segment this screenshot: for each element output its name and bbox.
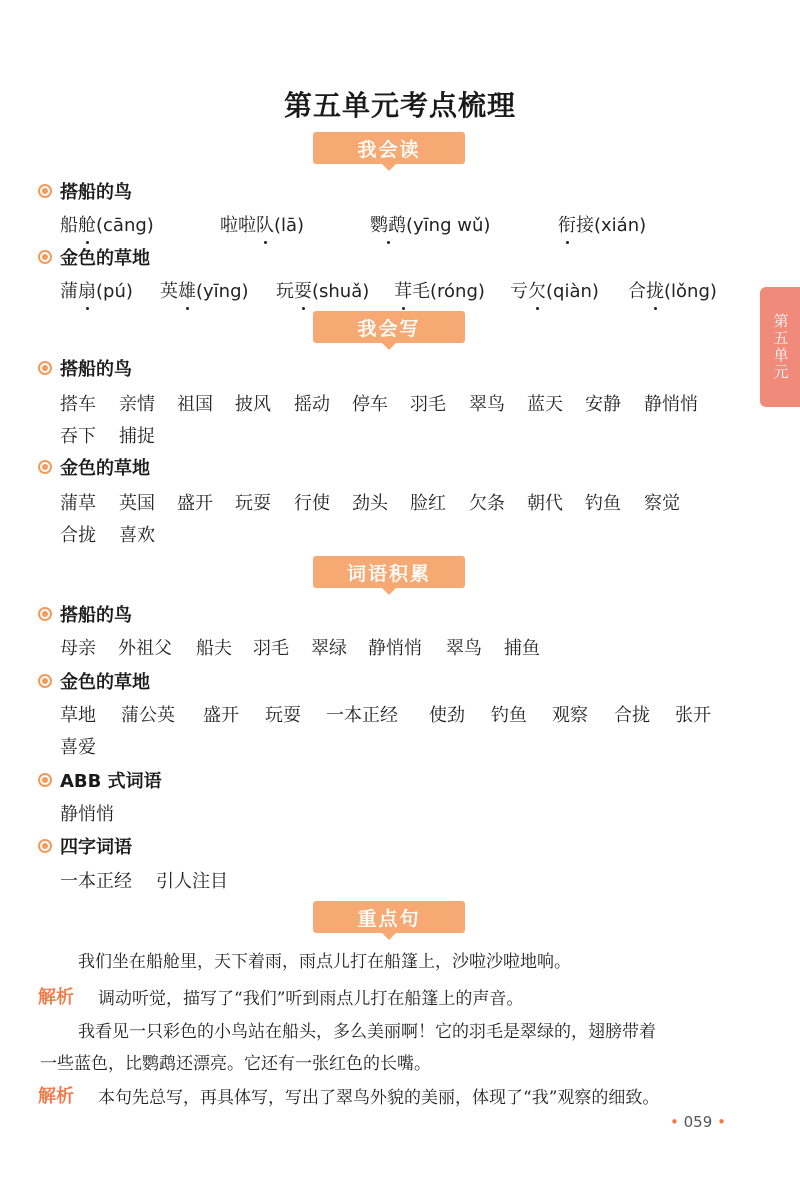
key-sentence-2b: 一些蓝色，比鹦鹉还漂亮。它还有一张红色的长嘴。	[40, 1054, 431, 1074]
write-word: 钓鱼	[585, 493, 621, 514]
vocab-row-4	[60, 866, 744, 894]
read-item: 茸毛(róng)	[394, 277, 510, 303]
read-item: 船舱(cāng)	[60, 211, 220, 237]
read-row-2	[60, 276, 760, 304]
write-word: 披风	[235, 394, 271, 415]
analysis-text-2: 本句先总写，再具体写，写出了翠鸟外貌的美丽，体现了“我”观察的细致。	[98, 1088, 660, 1108]
heading-write-1: 搭船的鸟	[38, 355, 132, 381]
vocab-row-2	[60, 700, 744, 728]
heading-vocab-1: 搭船的鸟	[38, 601, 132, 627]
vocab-row-1	[60, 633, 744, 661]
vocab-word: 合拢	[614, 705, 650, 726]
read-row-1	[60, 210, 744, 238]
vocab-word: 翠鸟	[446, 638, 482, 659]
vocab-word: 玩耍	[265, 705, 301, 726]
write-word: 盛开	[177, 493, 213, 514]
vocab-word: 引人注目	[156, 871, 228, 892]
vocab-row-3	[60, 799, 744, 827]
write-word: 英国	[119, 493, 155, 514]
heading-write-2: 金色的草地	[38, 454, 150, 480]
key-sentence-1: 我们坐在船舱里，天下着雨，雨点儿打在船篷上，沙啦沙啦地响。	[78, 952, 571, 972]
vocab-word: 羽毛	[253, 638, 289, 659]
vocab-word: 静悄悄	[368, 638, 422, 659]
vocab-word: 钓鱼	[491, 705, 527, 726]
section-tag-key: 重点句	[313, 901, 465, 933]
vocab-word: 喜爱	[60, 737, 96, 758]
vocab-word: 船夫	[196, 638, 232, 659]
write-word: 朝代	[527, 493, 563, 514]
vocab-word: 观察	[552, 705, 588, 726]
read-item: 亏欠(qiàn)	[510, 277, 628, 303]
vocab-word: 母亲	[60, 638, 96, 659]
write-word: 欠条	[469, 493, 505, 514]
write-word: 羽毛	[410, 394, 446, 415]
section-tag-write: 我会写	[313, 311, 465, 343]
write-word: 劲头	[352, 493, 388, 514]
vocab-word: 盛开	[203, 705, 239, 726]
analysis-label-1: 解析	[38, 987, 74, 1008]
write-word: 合拢	[60, 525, 96, 546]
analysis-text-1: 调动听觉，描写了“我们”听到雨点儿打在船篷上的声音。	[98, 989, 524, 1009]
read-item: 衔接(xián)	[558, 211, 646, 237]
write-word: 安静	[585, 394, 621, 415]
write-word: 静悄悄	[644, 394, 698, 415]
read-item: 啦啦队(lā)	[220, 211, 370, 237]
heading-read-1: 搭船的鸟	[38, 178, 132, 204]
vocab-word: 静悄悄	[60, 804, 114, 825]
read-item: 合拢(lǒng)	[628, 277, 717, 303]
write-row-2	[60, 488, 744, 516]
page-title: 第五单元考点梳理	[283, 89, 516, 122]
write-word: 吞下	[60, 426, 96, 447]
write-word: 搭车	[60, 394, 96, 415]
bullet-icon	[38, 250, 52, 264]
write-word: 蒲草	[60, 493, 96, 514]
heading-read-2: 金色的草地	[38, 244, 150, 270]
write-word: 捕捉	[119, 426, 155, 447]
analysis-label-2: 解析	[38, 1086, 74, 1107]
bullet-icon	[38, 839, 52, 853]
write-word: 摇动	[294, 394, 330, 415]
write-row-2b	[60, 520, 744, 548]
bullet-icon	[38, 361, 52, 375]
write-word: 翠鸟	[469, 394, 505, 415]
vocab-word: 使劲	[429, 705, 465, 726]
vocab-word: 捕鱼	[504, 638, 540, 659]
bullet-icon	[38, 184, 52, 198]
write-word: 脸红	[410, 493, 446, 514]
read-item: 蒲扇(pú)	[60, 277, 160, 303]
write-word: 察觉	[644, 493, 680, 514]
vocab-word: 张开	[675, 705, 711, 726]
heading-vocab-3: ABB 式词语	[38, 767, 162, 793]
section-tag-read: 我会读	[313, 132, 465, 164]
bullet-icon	[38, 460, 52, 474]
vocab-word: 蒲公英	[121, 705, 175, 726]
read-item: 鹦鹉(yīng wǔ)	[370, 211, 558, 237]
vocab-word: 草地	[60, 705, 96, 726]
heading-vocab-4: 四字词语	[38, 833, 132, 859]
section-tag-vocab: 词语积累	[313, 556, 465, 588]
bullet-icon	[38, 674, 52, 688]
vocab-row-2b	[60, 732, 744, 760]
vocab-word: 一本正经	[60, 871, 132, 892]
key-sentence-2a: 我看见一只彩色的小鸟站在船头，多么美丽啊！它的羽毛是翠绿的，翅膀带着	[78, 1022, 656, 1042]
write-word: 玩耍	[235, 493, 271, 514]
write-row-1b	[60, 421, 744, 449]
read-item: 玩耍(shuǎ)	[276, 277, 394, 303]
write-row-1	[60, 389, 744, 417]
write-word: 行使	[294, 493, 330, 514]
bullet-icon	[38, 607, 52, 621]
write-word: 喜欢	[119, 525, 155, 546]
write-word: 祖国	[177, 394, 213, 415]
heading-vocab-2: 金色的草地	[38, 668, 150, 694]
unit-side-tab[interactable]: 第五单元	[760, 287, 800, 407]
write-word: 亲情	[119, 394, 155, 415]
page-number: • 059 •	[670, 1113, 726, 1131]
bullet-icon	[38, 773, 52, 787]
write-word: 蓝天	[527, 394, 563, 415]
read-item: 英雄(yīng)	[160, 277, 276, 303]
vocab-word: 外祖父	[118, 638, 172, 659]
write-word: 停车	[352, 394, 388, 415]
vocab-word: 一本正经	[326, 705, 398, 726]
vocab-word: 翠绿	[311, 638, 347, 659]
